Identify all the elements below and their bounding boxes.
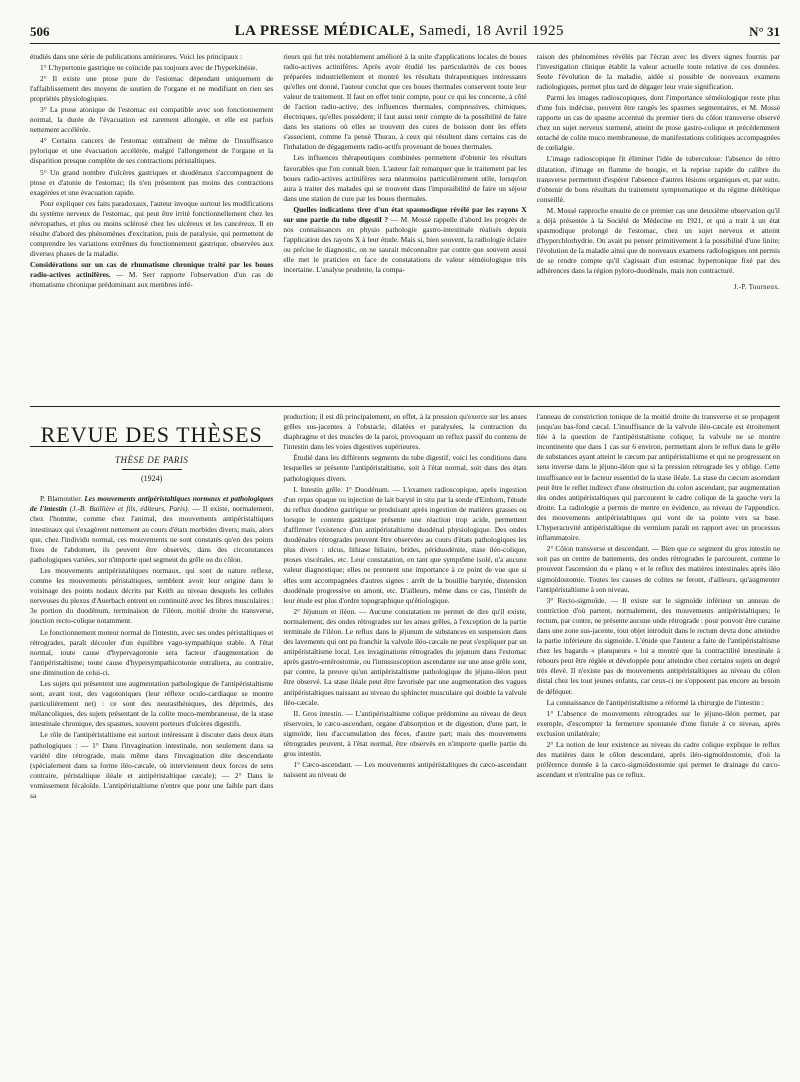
- top-column-1: [30, 52, 273, 400]
- paragraph: l'anneau de constriction tonique de la moitié droite du transverse et se propagent jusqu'au bas-fond cæcal. L'insuffisance de la valvule iléo-cæcale est étroitement liée à la question de l'antipéristaltisme colique; la valvule ne se montre incontinente que dans 1 cas sur 6 environ, permettant alors le reflux dans le grêle de substances ayant atteint le cæcum par antipéristaltisme et qui ne progressent en sens inverse dans le jéjuno-iléon que si la pression rétrograde les y oblige. Cette insuffisance est le facteur essentiel de la stase iléale. La stase du cæcum ascendant peut être le reflet indirect d'une obstruction du colon ascendant, par augmentation des ondes antipéristaltiques qui parcourent le cadre colique de la gauche vers la droite. La radiologie a permis de mettre en évidence, au niveau de l'appendice, des mouvements antipéristaltiques qui vont de sa pointe vers sa base. L'hyperacuvité antipéristaltique du vermium paraît en rapport avec un processus inflammatoire.: [536, 412, 780, 543]
- paragraph: 3° Recto-sigmoïde. — Il existe sur le sigmoïde inférieur un anneau de contriction d'où partent, normalement, des mouvements antipéristaltiques; le rectum, par contre, ne présente aucune onde rétrograde : pour pouvoir être curaine dans une zone sus-jacente, tout objet introduit dans le rectum devra donc atteindre la partie inférieure du sigmoïde. L'étude que l'auteur a faite de l'antipéristaltisme chez les bagards « planqueurs » lui a montré que la contractilité intestinale à rebours peut être réglée et développée pour atteindre chez certains sujets un degré très élevé. Il n'existe pas de mouvements antipéristaltiques au niveau du côlon distal chez les tout jeunes enfants, car ceux-ci ne s'opposent pas encore au besoin de déféquer.: [536, 595, 780, 696]
- top-col1-paragraphs: [30, 52, 273, 259]
- paragraph: raison des phénomènes révélés par l'écran avec les divers signes fournis par l'investigation clinique établit la valeur actuelle toute relative de ces données. Seule l'évolution de la maladie, aidée si possible de nouveaux examens radiologiques, permet plus tard de dégager leur vraie signification.: [536, 52, 780, 92]
- paragraph: Les sujets qui présentent une augmentation pathologique de l'antipéristaltisme sont, avant tout, des vagotoniques (leur réflexe oculo-cardiaque se montre particulièrement net) : ce sont des neurasthéniques, des déprimés, des mélancoliques, des sujets présentant de la colite muco-membraneuse, de la stase intestinale chronique, des spasmes, souvent porteurs d'ulcères digestifs.: [30, 678, 274, 729]
- top-col3-paragraphs: [537, 52, 780, 276]
- paragraph: rieurs qui fut très notablement amélioré à la suite d'applications locales de boues radio-actives actinifères. Après avoir étudié les particularités de ces boues préparées industriellement et montré les résultats thérapeutiques intéressants qu'elles ont donné, l'auteur conclut que ces boues thermales conservent toute leur valeur de traitement. Il faut en effet tenir compte, pour ce qui les concerne, à côté de l'action radio-active, des influences thermales, compressives, chimiques, électriques, qu'elles possèdent; il faut aussi tenir compte de la possibilité de faire dans les stations où elles se trouvent des cures de boisson dont les effets s'associent, comme l'a pensé Thurau, à ceux qui résultent dans certains cas de l'inhalation de dégagements radio-actifs provenant de boues thermales.: [283, 52, 527, 152]
- bottom-col2-paragraphs: [283, 412, 526, 780]
- paragraph: 2° Jéjunum et iléon. — Aucune constatation ne permet de dire qu'il existe, normalement, des ondes rétrogrades sur les anses grêles, à l'exception de la partie terminale de l'iléon. Le reflux dans le jéjunum de substances en suspension dans des lavements qui ont pu franchir la valvule iléo-cæcale ne peut s'expliquer par un antipéristaltisme local. Les invaginations rétrogrades du jejunum dans l'estomac après gastro-entérostomie, ou l'intussusception ascendante sur une anse grêle sont, par contre, la preuve qu'un antipéristaltisme pathologique du jéjuno-iléon peut être observé. La stase iléale peut être favorisée par une augmentation des vagues antipéristaltiques naissant au niveau du sphincter musculaire qui double la valvule iléo-cæcale.: [283, 606, 527, 707]
- top-articles: [30, 52, 780, 400]
- paragraph: La connaissance de l'antipéristaltisme a réformé la chirurgie de l'intestin :: [546, 697, 764, 707]
- paragraph: 1° L'hypertonie gastrique ne coïncide pas toujours avec de l'hyperkinésie.: [40, 63, 258, 73]
- paragraph: L'image radioscopique fit éliminer l'idée de tuberculose: l'absence de rétro dilatation, d'image en flamme de bougie, et la reprise rapide du calibre du transverse permettent d'espérer l'absence d'autres lésions organiques et, par suite, d'obtenir de bons résultats du traitement symptomatique et du régime diététique conseillé.: [536, 154, 780, 204]
- section-divider: [30, 406, 780, 407]
- lead-author: P. Blamoutier.: [40, 494, 83, 504]
- paragraph: 2° Côlon transverse et descendant. — Bien que ce segment du gros intestin ne soit pas un centre de battements, des ondes rétrogrades le parcourent, comme le prouvent l'ascension du « planq » et le reflux des matières intestinales après iléo sigmoïdostomie. Toutes les causes de colites ne feront, d'ailleurs, qu'augmenter l'antipéristaltisme à son niveau.: [536, 544, 780, 594]
- subheading: THÈSE DE PARIS: [115, 455, 189, 466]
- paragraph: Le fonctionnement moteur normal de l'intestin, avec ses ondes péristaltiques et rétrogrades, paraît découler d'un équilibre vago-sympathique stable. A l'état normal, toute cause d'hypervagotonie sera facteur d'augmentation de l'antipéristaltisme; toute cause d'hypersympathicotonie entraînera, au contraire, une diminution de celui-ci.: [30, 627, 274, 677]
- bottom-col3-paragraphs: [537, 412, 780, 780]
- paragraph: Les mouvements antipéristaltiques normaux, qui sont de nature reflexe, comme les mouvements péristaltiques, semblent avoir leur origine dans le voisinage des points nodaux décrits par Keith au niveau desquels les cellules nerveuses du plexus d'Auerbach entrent en continuité avec les fibres musculaires : 3e portion du duodénum, terminaison de l'iléon, moitié droite du transverse, jonction recto-colique notamment.: [30, 565, 274, 626]
- subheading-year: (1924): [141, 474, 163, 484]
- rhumatisme-heading: Considérations sur un cas de rhumatisme chronique traité par les boues radio-actives actinifères.: [30, 259, 274, 279]
- paragraph: 3° La ptose atonique de l'estomac est compatible avec son fonctionnement normal, la durée de l'évacuation est rarement allongée, et elle est parfois nettement accélérée.: [30, 105, 274, 135]
- rhumatisme-article: [30, 260, 273, 290]
- bottom-column-2: [283, 412, 526, 1067]
- paragraph: Pour expliquer ces faits paradoxaux, l'auteur invoque surtout les modifications du système nerveux de l'estomac, qui peut être irrité fonctionnellement chez les névropathes, et plus ou moins sclérosé chez les ulcéreux et les cancéreux. Il en résulte d'abord des phénomènes d'excitation, puis de paralysie, qui permettent de comprendre les variations extrêmes du fonctionnement gastrique, observées aux diverses phases de la maladie.: [30, 198, 274, 258]
- section-title: REVUE DES THÈSES: [30, 430, 273, 447]
- top-column-2: [283, 52, 526, 400]
- lead-publisher: (J.-B. Baillière et fils, éditeurs, Paris).: [69, 504, 190, 514]
- top-col2-paragraphs: [283, 52, 526, 204]
- author-signature: J.-P. Tourneux.: [733, 283, 780, 292]
- paragraph: Étudié dans les différents segments du tube digestif, voici les conditions dans lesquelles se présente l'antipéristaltisme, soit à l'état normal, soit dans des états pathologiques divers.: [283, 453, 527, 483]
- paragraph: étudiés dans une série de publications antérieures. Voici les principaux :: [30, 52, 243, 61]
- paragraph: Le rôle de l'antipéristaltisme est surtout intéressant à discuter dans deux états pathologiques : — 1° Dans l'invagination intestinale, non seulement dans sa variété dite rétrograde, mais même dans l'invagination dite descendante (spécialement dans sa forme iléo-cæcale, où interviennent deux forces de sens contraire, péristaltique iléale et antipéristaltique cæcale); — 2° Dans le vomissement fécaloïde. L'antipéristaltisme n'entre que pour une faible part dans sa: [30, 730, 274, 800]
- paragraph: 4° Certains cancers de l'estomac entraînent de même de l'insuffisance pylorique et une évacuation accélérée, malgré l'allongement de l'organe et la disparition presque complète de ses contractions péristaltiques.: [30, 136, 274, 166]
- page-header: [30, 22, 780, 44]
- paragraph: production; il est dû principalement, en effet, à la pression qu'exerce sur les anses grêles sus-jacentes à l'obstacle, dilatées et paralysées, la contraction du diaphragme et des muscles de la paroi, provoquant un reflux passif du contenu de l'intestin dans les voies digestives supérieures.: [283, 412, 527, 452]
- paragraph: 5° Un grand nombre d'ulcères gastriques et duodénaux s'accompagnent de ptose et d'atonie de l'estomac; ils n'en présentent pas moins des contractions exagérées et une évacuation rapide.: [30, 167, 274, 197]
- paragraph: II. Gros intestin. — L'antipéristaltisme colique prédomine au niveau de deux réservoirs, le cæco-ascendant, organe d'absorption et de digestion, d'une part, le sigmoïde, lieu d'accumulation des fèces, d'autre part; mais des mouvements rétrogrades peuvent, à l'état normal, être observés en n'importe quelle partie du gros intestin.: [283, 708, 527, 759]
- bottom-column-3: [537, 412, 780, 1067]
- masthead-date: Samedi, 18 Avril 1925: [418, 23, 565, 39]
- masthead-name: LA PRESSE MÉDICALE,: [234, 23, 415, 39]
- bottom-col1-paragraphs: [30, 566, 273, 801]
- bottom-column-1: [30, 412, 273, 1067]
- paragraph: 1° Cæco-ascendant. — Les mouvements antipéristaltiques du cæco-ascendant naissent au niveau de: [283, 760, 527, 780]
- issue-number: N° 31: [749, 24, 780, 39]
- paragraph: Parmi les images radioscopiques, dont l'importance séméiologique reste plus d'une fois indécise, peuvent être rangés les spasmes segmentaires, et M. Mossé rapporte un cas de spasme accentué du premier tiers du côlon transverse observé chez un sujet nerveux surmené, atteint de ptose gastro-colique et précédemment entaché de colite muco membraneuse, de manifestations colitiques accompagnées de cœlialgie.: [536, 93, 780, 153]
- paragraph: 1° L'absence de mouvements rétrogrades sur le jéjuno-iléon permet, par exemple, d'escompter la fermeture spontanée d'une fistule à ce niveau, après exclusion unilatérale;: [536, 708, 780, 738]
- spasmodique-text: — M. Mossé rappelle d'abord les progrès de nos connaissances en physio pathologie gastro-intestinale réalisés depuis l'application des rayons X à leur étude. Mais si, bien souvent, la radiologie éclaire ou précise le diagnostic, on ne saurait méconnaître par contre que souvent aussi elle met le praticien en face de constatations de valeur séméiologique très incertaine. L'analyse prudente, la compa-: [283, 214, 527, 274]
- paragraph: 2° Il existe une ptose pure de l'estomac dépendant uniquement de l'affaiblissement des moyens de soutien de l'organe et ne modifiant en rien ses propriétés physiologiques.: [30, 74, 274, 104]
- masthead: [235, 23, 564, 40]
- lead-paragraph: [30, 494, 273, 565]
- paragraph: 2° La notion de leur existence au niveau du cadre colique explique le reflux des matières dans le côlon descendant, après iléo-sigmoïdostomie, d'où la préférence donnée à la cæco-sigmoïdostomie qui permet le drainage du cæco-ascendant et n'entraîne pas ce reflux.: [536, 740, 780, 780]
- lead-title: Les mouvements antipéristaltiques normaux et pathologiques de l'intestin: [30, 494, 274, 514]
- spasmodique-heading: Quelles indications tirer d'un état spasmodique révélé par les rayons X sur une partie du tube digestif ?: [283, 204, 527, 224]
- rhumatisme-text: — M. Serr rapporte l'observation d'un cas de rhumatisme chronique prédominant aux membres infé-: [30, 269, 274, 290]
- paragraph: I. Intestin grêle. 1° Duodénum. — L'examen radioscopique, après ingestion d'un repas opaque ou injection de lait baryté in situ par la sonde d'Einhorn, l'étude du reflux duodéno gastrique se produisant après ingestion de matières grasses ou lorsque le contenu gastrique présente une réaction trop acide, permettent d'affirmer l'existence d'un antipéristaltisme duodénal physiologique. Des ondes duodénales rétrogrades peuvent être observées au cours d'états pathologiques les plus divers : ulcus, lithiase biliaire, brides, périduodénite, stase iléo-colique, ptoses viscérales, etc. Leur constatation, en tant que symptôme isolé, n'a aucune valeur diagnostique; elles ne prennent une importance à ce point de vue que si elles sont accompagnées d'autres signes : arrêt de la bouillie barytée, distension duodénale progressive en amont, etc. D'ailleurs, même dans ce cas, l'intérêt de leur étude est plus d'ordre topographique qu'étiologique.: [283, 484, 527, 605]
- heading-rule: [122, 469, 182, 470]
- page-number: 506: [30, 24, 50, 39]
- revue-des-theses: [30, 412, 780, 1067]
- paragraph: M. Mossé rapproche ensuite de ce premier cas une deuxième observation qu'il a déjà présentée à la Société de Médecine en 1921, et qui a trait à un état spasmodique prolongé de l'estomac, chez un sujet nerveux et atteint d'hyperchlorhydrie. On avait pu penser primitivement à la possibilité d'une linite; l'évolution de la maladie ainsi que de nouveaux examens radiologiques ont permis de se rendre compte qu'il s'agissait d'un estomac hypertonique fixé par des adhérences dans la région pyloro-duodénale, mais non contracturé.: [536, 205, 780, 275]
- spasmodique-article: [283, 205, 526, 275]
- top-column-3: [537, 52, 780, 400]
- lead-text: — Il existe, normalement, chez l'homme, comme chez l'animal, des mouvements antipéristaltiques intestinaux qui s'exagèrent nettement au cours d'états morbides divers; mais, alors que, chez l'individu normal, ces mouvements ne sont constatés qu'en des points fixes de l'abdomen, ils peuvent être observés, dans des circonstances pathologiques variées, sur n'importe quel segment du grêle ou du côlon.: [30, 504, 274, 564]
- paragraph: Les influences thérapeutiques combinées permettent d'obtenir les résultats favorables que l'on connaît bien. L'auteur fait remarquer que le traitement par les boues radio-actives actinifères sera néanmoins particulièrement utile, lorsqu'on aura à traiter des malades qui se trouvent dans l'impossibilité de faire un séjour dans une station de cure par les boues thermales.: [283, 153, 527, 203]
